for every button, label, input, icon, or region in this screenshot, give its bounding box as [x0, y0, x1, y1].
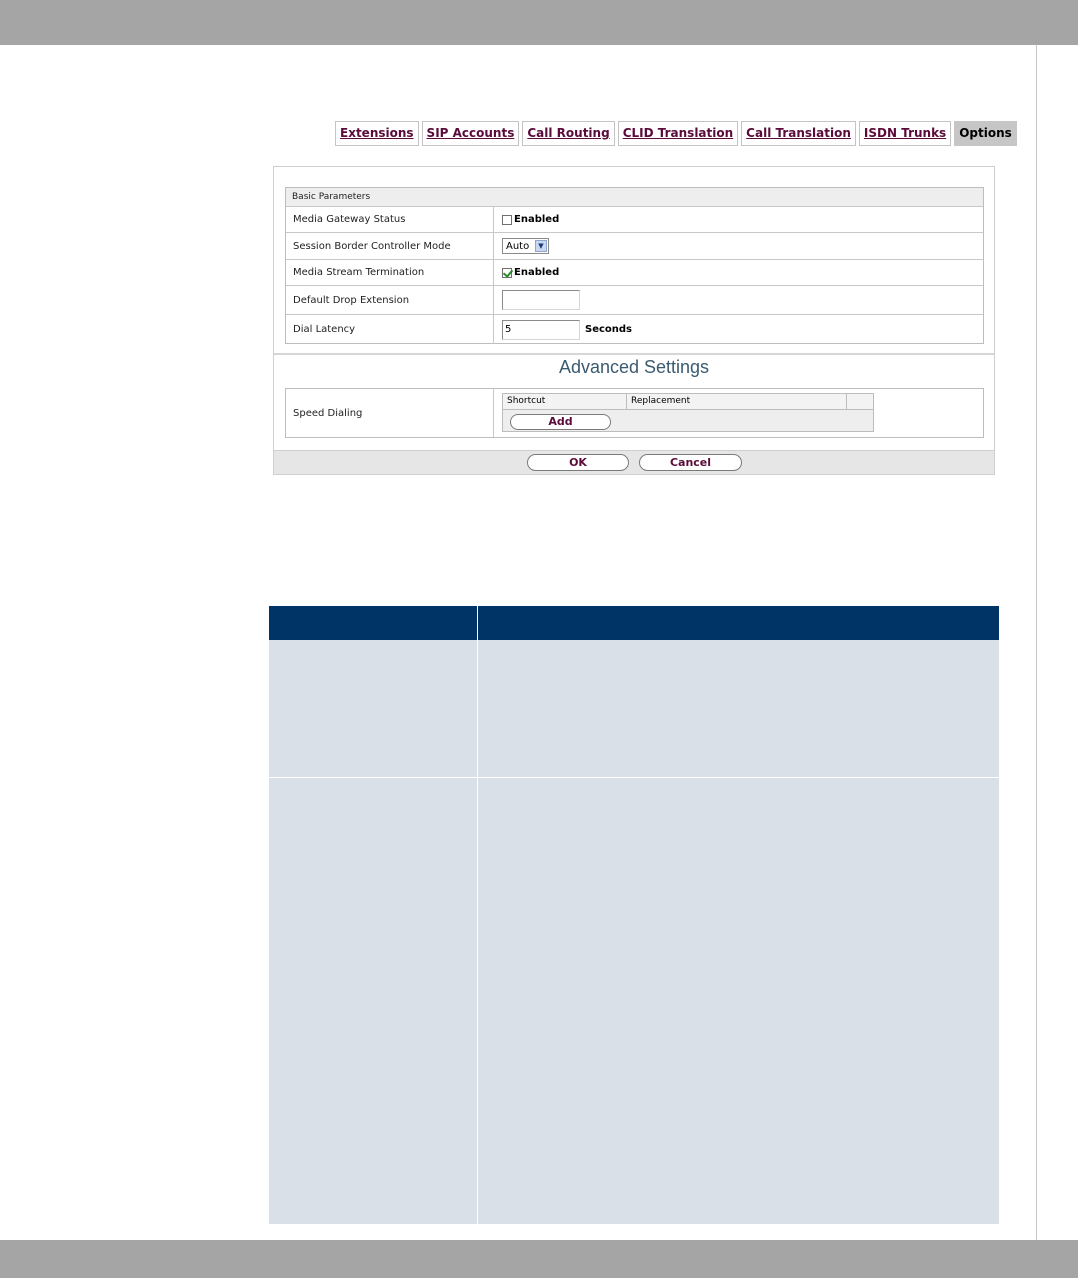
- field-label: Media Stream Termination: [286, 260, 494, 285]
- tab-extensions[interactable]: Extensions: [335, 121, 419, 146]
- checkbox-label: Enabled: [514, 214, 560, 225]
- field-label: Default Drop Extension: [286, 286, 494, 314]
- field-label: Dial Latency: [286, 315, 494, 344]
- tab-call-translation[interactable]: Call Translation: [741, 121, 856, 146]
- right-rule: [1036, 45, 1037, 1240]
- row-dial-latency: [286, 315, 983, 344]
- table-header: [269, 606, 999, 640]
- table-cell: [478, 778, 999, 1224]
- speed-dialing-table: [502, 393, 874, 432]
- description-table: [269, 606, 999, 1224]
- default-drop-extension-input[interactable]: [502, 290, 580, 310]
- table-row: [269, 778, 999, 1224]
- media-stream-termination-checkbox[interactable]: [502, 268, 512, 278]
- row-sbc-mode: [286, 233, 983, 260]
- field-label: Session Border Controller Mode: [286, 233, 494, 259]
- header-cell: [269, 606, 478, 640]
- basic-parameters-section: [285, 187, 984, 344]
- chevron-down-icon: ▼: [535, 240, 547, 252]
- checkbox-label: Enabled: [514, 267, 560, 278]
- advanced-settings-title: Advanced Settings: [558, 357, 710, 377]
- row-default-drop-extension: [286, 286, 983, 315]
- field-label: Speed Dialing: [286, 389, 494, 437]
- divider: [274, 353, 994, 355]
- table-cell: [269, 778, 478, 1224]
- form-footer: [274, 450, 994, 474]
- table-cell: [478, 640, 999, 777]
- column-header: Shortcut: [503, 394, 627, 409]
- table-row: [269, 640, 999, 778]
- row-media-stream-termination: [286, 260, 983, 286]
- dial-latency-input[interactable]: 5: [502, 320, 580, 340]
- tab-bar: [335, 121, 1017, 146]
- unit-label: Seconds: [585, 324, 633, 335]
- table-header: [503, 394, 873, 410]
- add-button[interactable]: Add: [510, 414, 611, 430]
- select-value: Auto: [506, 240, 530, 252]
- column-header: Replacement: [627, 394, 847, 409]
- header-cell: [478, 606, 999, 640]
- tab-clid-translation[interactable]: CLID Translation: [618, 121, 738, 146]
- top-bar: [0, 0, 1078, 45]
- section-header: Basic Parameters: [286, 188, 983, 207]
- tab-sip-accounts[interactable]: SIP Accounts: [422, 121, 520, 146]
- tab-isdn-trunks[interactable]: ISDN Trunks: [859, 121, 951, 146]
- tab-options[interactable]: Options: [954, 121, 1017, 146]
- sbc-mode-select[interactable]: [502, 238, 549, 254]
- media-gateway-status-checkbox[interactable]: [502, 215, 512, 225]
- speed-dialing-section: [285, 388, 984, 438]
- cancel-button[interactable]: Cancel: [639, 454, 742, 471]
- field-label: Media Gateway Status: [286, 207, 494, 232]
- tab-call-routing[interactable]: Call Routing: [522, 121, 614, 146]
- column-header-blank: [847, 394, 873, 409]
- table-cell: [269, 640, 478, 777]
- options-form: [273, 166, 995, 475]
- bottom-bar: [0, 1240, 1078, 1278]
- ok-button[interactable]: OK: [527, 454, 629, 471]
- row-media-gateway-status: [286, 207, 983, 233]
